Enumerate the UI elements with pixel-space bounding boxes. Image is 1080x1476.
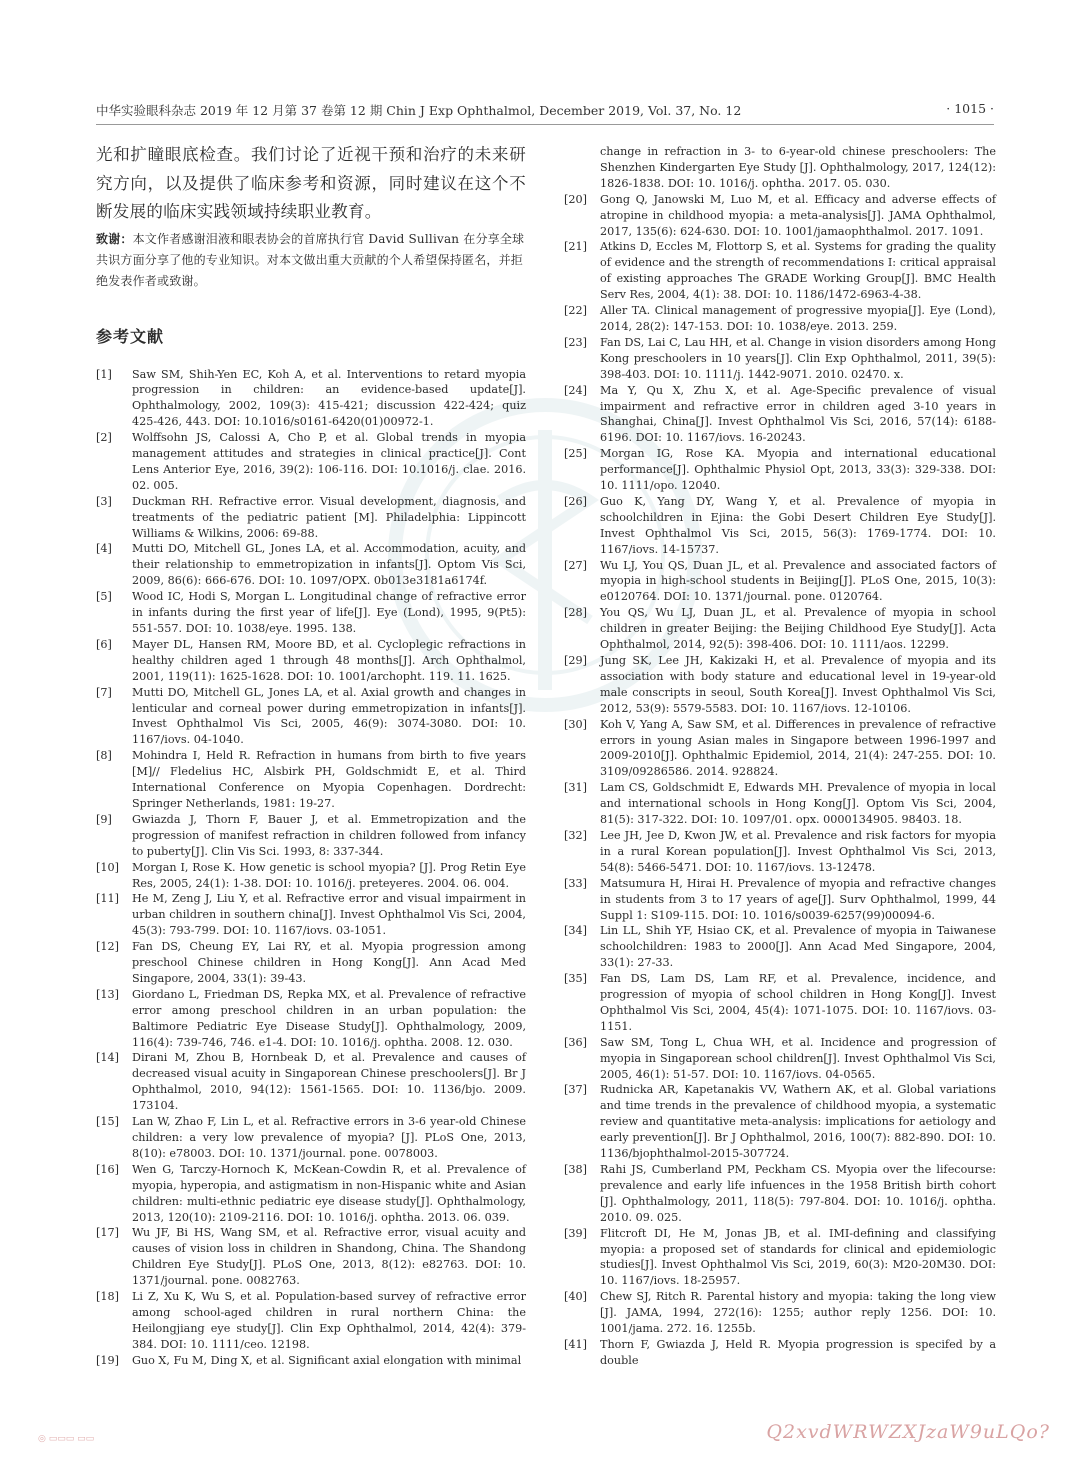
reference-item — [564, 383, 996, 447]
reference-text: Mayer DL, Hansen RM, Moore BD, et al. Cycloplegic refractions in healthy children aged 1 through 48 months[J]. Arch Ophthalmol, 2001, 119(11): 1625-1628. DOI: 10. 1001/archopht. 119. 11. 1625. — [132, 637, 526, 683]
journal-citation: 中华实验眼科杂志 2019 年 12 月第 37 卷第 12 期 Chin J Exp Ophthalmol, December 2019, Vol. 37, No. 12 — [96, 103, 742, 118]
reference-text: Wood IC, Hodi S, Morgan L. Longitudinal change of refractive error in infants during the first year of life[J]. Eye (Lond), 1995, 9(Pt5): 551-557. DOI: 10. 1038/eye. 1995. 138. — [132, 590, 526, 635]
reference-number: [16] — [96, 1162, 119, 1176]
reference-text: Wolffsohn JS, Calossi A, Cho P, et al. Global trends in myopia management attitudes and strategies in clinical practice[J]. Cont Lens Anterior Eye, 2016, 39(2): 106-116. DOI: 10.1016/j. clae. 2016. 02. 005. — [132, 431, 526, 492]
reference-item — [564, 653, 996, 717]
reference-number: [8] — [96, 749, 112, 763]
reference-item — [96, 812, 526, 860]
reference-number: [5] — [96, 590, 112, 604]
reference-item — [96, 589, 526, 637]
right-column — [564, 144, 996, 1369]
reference-text: Fan DS, Lam DS, Lam RF, et al. Prevalence, incidence, and progression of myopia of school children in Hong Kong[J]. Invest Ophthalmol Vis Sci, 2004, 45(4): 1071-1075. DOI: 10. 1167/iovs. 03-1151. — [600, 972, 996, 1033]
reference-text: Fan DS, Lai C, Lau HH, et al. Change in vision disorders among Hong Kong preschoolers in 10 years[J]. Clin Exp Ophthalmol, 2011, 39(5): 398-403. DOI: 10. 1111/j. 1442-9071. 2010. 02470. x. — [600, 335, 996, 381]
reference-item — [564, 780, 996, 828]
reference-text: Ma Y, Qu X, Zhu X, et al. Age-Specific prevalence of visual impairment and refractive error in children aged 3-10 years in Shanghai, China[J]. Invest Ophthalmol Vis Sci, 2016, 57(14): 6188-6196. DOI: 10. 1167/iovs. 16-20243. — [600, 383, 996, 445]
reference-text: Lee JH, Jee D, Kwon JW, et al. Prevalence and risk factors for myopia in a rural Korean population[J]. Invest Ophthalmol Vis Sci, 2013, 54(8): 5466-5471. DOI: 10. 1167/iovs. 13-12478. — [600, 828, 996, 874]
reference-number: [41] — [564, 1337, 587, 1351]
reference-text: He M, Zeng J, Liu Y, et al. Refractive error and visual impairment in urban children in southern china[J]. Invest Ophthalmol Vis Sci, 2004, 45(3): 793-799. DOI: 10. 1167/iovs. 03-1051. — [132, 892, 526, 938]
reference-continuation: change in refraction in 3- to 6-year-old chinese preschoolers: The Shenzhen Kindergarten Eye Study [J]. Ophthalmology, 2017, 124(12): 1826-1838. DOI: 10. 1016/j. ophtha. 2017. 05. 030. — [600, 145, 996, 190]
reference-item — [564, 494, 996, 558]
reference-number: [26] — [564, 494, 587, 508]
reference-number: [23] — [564, 335, 587, 349]
reference-item — [96, 987, 526, 1051]
reference-text: Giordano L, Friedman DS, Repka MX, et al. Prevalence of refractive error among preschool children in an urban population: the Baltimore Pediatric Eye Disease Study[J]. Ophthalmology, 2009, 116(4): 739-746, 746. e1-4. DOI: 10. 1016/j. ophtha. 2008. 12. 030. — [132, 987, 526, 1049]
reference-item — [96, 494, 526, 542]
reference-number: [17] — [96, 1226, 119, 1240]
reference-item — [564, 558, 996, 606]
reference-text: Atkins D, Eccles M, Flottorp S, et al. Systems for grading the quality of evidence and the strength of recommendations I: critical appraisal of existing approaches The GRADE Working Group[J]. BMC Health Serv Res, 2004, 4(1): 38. DOI: 10. 1186/1472-6963-4-38. — [600, 240, 996, 302]
reference-text: Mohindra I, Held R. Refraction in humans from birth to five years [M]// Fledelius HC, Alsbirk PH, Goldschmidt E, et al. Third International Conference on Myopia Copenhagen. Dordrecht: Springer Netherlands, 1981: 19-27. — [132, 749, 526, 810]
reference-text: Wu JF, Bi HS, Wang SM, et al. Refractive error, visual acuity and causes of vision loss in children in Shandong, China. The Shandong Children Eye Study[J]. PLoS One, 2013, 8(12): e82763. DOI: 10. 1371/journal. pone. 0082763. — [132, 1226, 526, 1288]
publisher-logo-icon: ◎ ▭▭▭ ▭▭ — [38, 1434, 95, 1444]
reference-text: Rahi JS, Cumberland PM, Peckham CS. Myopia over the lifecourse: prevalence and early life infuences in the 1958 British birth cohort [J]. Ophthalmology, 2011, 118(5): 797-804. DOI: 10. 1016/j. ophtha. 2010. 09. 025. — [600, 1163, 996, 1224]
reference-item — [564, 239, 996, 303]
ack-label: 致谢： — [96, 231, 133, 246]
reference-number: [15] — [96, 1115, 119, 1129]
reference-text: Aller TA. Clinical management of progressive myopia[J]. Eye (Lond), 2014, 28(2): 147-153. DOI: 10. 1038/eye. 2013. 259. — [600, 304, 996, 333]
intro-paragraph: 光和扩瞳眼底检查。我们讨论了近视干预和治疗的未来研究方向，以及提供了临床参考和资源，同时建议在这个不断发展的临床实践领域持续职业教育。 — [96, 145, 526, 221]
reference-number: [19] — [96, 1353, 119, 1367]
reference-item — [96, 1162, 526, 1226]
reference-text: Gwiazda J, Thorn F, Bauer J, et al. Emmetropization and the progression of manifest refraction in children followed from infancy to puberty[J]. Clin Vis Sci. 1993, 8: 337-344. — [132, 812, 526, 858]
reference-text: Wu LJ, You QS, Duan JL, et al. Prevalence and associated factors of myopia in high-school students in Beijing[J]. PLoS One, 2015, 10(3): e0120764. DOI: 10. 1371/journal. pone. 0120764. — [600, 558, 996, 604]
reference-text: Morgan I, Rose K. How genetic is school myopia? [J]. Prog Retin Eye Res, 2005, 24(1): 1-38. DOI: 10. 1016/j. preteyeres. 2004. 06. 004. — [132, 860, 526, 890]
reference-text: Jung SK, Lee JH, Kakizaki H, et al. Prevalence of myopia and its association with body stature and educational level in 19-year-old male conscripts in seoul, South Korea[J]. Invest Ophthalmol Vis Sci, 2012, 53(9): 5579-5583. DOI: 10. 1167/iovs. 12-10106. — [600, 654, 996, 715]
reference-text: Koh V, Yang A, Saw SM, et al. Differences in prevalence of refractive errors in young Asian males in Singapore between 1996-1997 and 2009-2010[J]. Ophthalmic Epidemiol, 2014, 21(4): 247-255. DOI: 10. 3109/09286586. 2014. 928824. — [600, 717, 996, 779]
reference-item — [96, 541, 526, 589]
reference-text: Lam CS, Goldschmidt E, Edwards MH. Prevalence of myopia in local and international schools in Hong Kong[J]. Optom Vis Sci, 2004, 81(5): 317-322. DOI: 10. 1097/01. opx. 0000134905. 98403. 18. — [600, 781, 996, 827]
reference-number: [38] — [564, 1163, 587, 1176]
reference-item — [96, 1050, 526, 1114]
reference-text: Guo K, Yang DY, Wang Y, et al. Prevalence of myopia in schoolchildren in Ejina: the Gobi Desert Children Eye Study[J]. Invest Ophthalmol Vis Sci, 2015, 56(3): 1769-1774. DOI: 10. 1167/iovs. 14-15737. — [600, 494, 996, 556]
header-rule — [96, 124, 994, 125]
reference-number: [34] — [564, 924, 587, 938]
reference-text: Wen G, Tarczy-Hornoch K, McKean-Cowdin R, et al. Prevalence of myopia, hyperopia, and astigmatism in non-Hispanic white and Asian children: multi-ethnic pediatric eye disease study[J]. Ophthalmology, 2013, 120(10): 2109-2116. DOI: 10. 1016/j. ophtha. 2013. 06. 039. — [132, 1162, 526, 1224]
reference-text: Fan DS, Cheung EY, Lai RY, et al. Myopia progression among preschool Chinese children in Hong Kong[J]. Ann Acad Med Singapore, 2004, 33(1): 39-43. — [132, 940, 526, 985]
reference-item — [564, 1082, 996, 1162]
reference-text: Gong Q, Janowski M, Luo M, et al. Efficacy and adverse effects of atropine in childhood myopia: a meta-analysis[J]. JAMA Ophthalmol, 2017, 135(6): 624-630. DOI: 10. 1001/jamaophthalmol. 2017. 1091. — [600, 192, 996, 238]
reference-item — [564, 1226, 996, 1290]
reference-item — [96, 430, 526, 494]
reference-list-right — [564, 192, 996, 1369]
reference-text: Matsumura H, Hirai H. Prevalence of myopia and refractive changes in students from 3 to 17 years of age[J]. Surv Ophthalmol, 1999, 44 Suppl 1: S109-115. DOI: 10. 1016/s0039-6257(99)00094-6. — [600, 876, 996, 922]
reference-text: Li Z, Xu K, Wu S, et al. Population-based survey of refractive error among school-aged children in rural northern China: the Heilongjiang eye study[J]. Clin Exp Ophthalmol, 2014, 42(4): 379-384. DOI: 10. 1111/ceo. 12198. — [132, 1290, 526, 1351]
reference-item — [564, 605, 996, 653]
reference-item — [564, 335, 996, 383]
reference-item — [96, 1289, 526, 1353]
reference-number: [39] — [564, 1226, 587, 1240]
page-number: · 1015 · — [946, 101, 994, 116]
reference-item — [564, 876, 996, 924]
reference-item — [564, 1162, 996, 1226]
reference-number: [29] — [564, 654, 587, 667]
reference-text: Saw SM, Tong L, Chua WH, et al. Incidence and progression of myopia in Singaporean school children[J]. Invest Ophthalmol Vis Sci, 2005, 46(1): 51-57. DOI: 10. 1167/iovs. 04-0565. — [600, 1035, 996, 1081]
reference-number: [2] — [96, 431, 112, 445]
reference-item — [564, 446, 996, 494]
reference-item — [564, 303, 996, 335]
acknowledgement — [96, 229, 526, 292]
reference-number: [32] — [564, 828, 587, 842]
reference-number: [11] — [96, 892, 119, 906]
reference-number: [18] — [96, 1290, 119, 1304]
reference-item — [564, 923, 996, 971]
reference-number: [31] — [564, 781, 587, 795]
references-heading: 参考文献 — [96, 326, 165, 346]
reference-item — [96, 860, 526, 892]
reference-number: [36] — [564, 1035, 587, 1049]
reference-number: [9] — [96, 812, 112, 826]
reference-text: Saw SM, Shih-Yen EC, Koh A, et al. Interventions to retard myopia progression in children: an evidence-based update[J]. Ophthalmology, 2002, 109(3): 415-421; discussion 422-424; quiz 425-426, 443. DOI: 10.1016/s0161-6420(01)00972-1. — [132, 367, 526, 429]
reference-number: [7] — [96, 685, 112, 699]
reference-number: [40] — [564, 1290, 587, 1304]
reference-number: [22] — [564, 304, 587, 318]
reference-number: [3] — [96, 494, 112, 508]
reference-number: [13] — [96, 987, 119, 1001]
reference-text: Mutti DO, Mitchell GL, Jones LA, et al. Axial growth and changes in lenticular and corneal power during emmetropization in infants[J]. Invest Ophthalmol Vis Sci, 2005, 46(9): 3074-3080. DOI: 10. 1167/iovs. 04-1040. — [132, 685, 526, 747]
reference-number: [37] — [564, 1083, 587, 1097]
reference-text: Flitcroft DI, He M, Jonas JB, et al. IMI-defining and classifying myopia: a proposed set of standards for clinical and epidemiologic studies[J]. Invest Ophthalmol Vis Sci, 2019, 60(3): M20-20M30. DOI: 10. 1167/iovs. 18-25957. — [600, 1226, 996, 1288]
reference-text: Guo X, Fu M, Ding X, et al. Significant axial elongation with minimal — [132, 1353, 522, 1367]
reference-item — [564, 1289, 996, 1337]
reference-item — [564, 1337, 996, 1369]
reference-item — [96, 891, 526, 939]
reference-item — [96, 1114, 526, 1162]
reference-number: [35] — [564, 972, 587, 986]
reference-list-left — [96, 367, 526, 1369]
reference-text: Chew SJ, Ritch R. Parental history and myopia: taking the long view [J]. JAMA, 1994, 272(16): 1255; author reply 1256. DOI: 10. 1001/jama. 272. 16. 1255b. — [600, 1290, 996, 1336]
reference-text: Thorn F, Gwiazda J, Held R. Myopia progression is specifed by a double — [600, 1337, 996, 1367]
left-column — [96, 141, 526, 1369]
reference-text: Mutti DO, Mitchell GL, Jones LA, et al. Accommodation, acuity, and their relationship to emmetropization in infants[J]. Optom Vis Sci, 2009, 86(6): 666-676. DOI: 10. 1097/OPX. 0b013e3181a6174f. — [132, 542, 526, 588]
reference-number: [24] — [564, 383, 587, 397]
reference-number: [27] — [564, 558, 587, 572]
reference-item — [96, 1225, 526, 1289]
reference-text: Lan W, Zhao F, Lin L, et al. Refractive errors in 3-6 year-old Chinese children: a very low prevalence of myopia? [J]. PLoS One, 2013, 8(10): e78003. DOI: 10. 1371/journal. pone. 0078003. — [132, 1115, 526, 1160]
reference-number: [20] — [564, 192, 587, 206]
reference-item — [96, 637, 526, 685]
running-header — [96, 101, 994, 123]
reference-text: Dirani M, Zhou B, Hornbeak D, et al. Prevalence and causes of decreased visual acuity in Singaporean Chinese preschoolers[J]. Br J Ophthalmol, 2010, 94(12): 1561-1565. DOI: 10. 1136/bjo. 2009. 173104. — [132, 1051, 526, 1113]
reference-number: [33] — [564, 876, 587, 890]
reference-item — [564, 192, 996, 240]
reference-number: [14] — [96, 1051, 119, 1065]
reference-number: [6] — [96, 637, 112, 651]
reference-number: [12] — [96, 940, 119, 954]
reference-text: Duckman RH. Refractive error. Visual development, diagnosis, and treatments of the pediatric patient [M]. Philadelphia: Lippincott Williams & Wilkins, 2006: 69-88. — [132, 494, 526, 540]
footer-watermark-code: Q2xvdWRWZXJzaW9uLQo? — [766, 1421, 1050, 1443]
reference-item — [96, 748, 526, 812]
reference-text: Rudnicka AR, Kapetanakis VV, Wathern AK, et al. Global variations and time trends in the prevalence of childhood myopia, a systematic review and quantitative meta-analysis: implications for aetiology and early prevention[J]. Br J Ophthalmol, 2016, 100(7): 882-890. DOI: 10. 1136/bjophthalmol-2015-307724. — [600, 1083, 996, 1161]
reference-item — [564, 828, 996, 876]
reference-number: [30] — [564, 717, 587, 731]
reference-text: Lin LL, Shih YF, Hsiao CK, et al. Prevalence of myopia in Taiwanese schoolchildren: 1983 to 2000[J]. Ann Acad Med Singapore, 2004, 33(1): 27-33. — [600, 924, 996, 970]
reference-number: [28] — [564, 606, 587, 620]
reference-number: [25] — [564, 447, 587, 461]
reference-number: [4] — [96, 542, 112, 556]
reference-item — [564, 971, 996, 1035]
reference-item — [564, 717, 996, 781]
reference-number: [10] — [96, 860, 119, 874]
reference-item — [96, 939, 526, 987]
reference-number: [21] — [564, 240, 587, 254]
reference-item — [96, 367, 526, 431]
reference-item — [564, 1035, 996, 1083]
reference-text: Morgan IG, Rose KA. Myopia and international educational performance[J]. Ophthalmic Physiol Opt, 2013, 33(3): 329-338. DOI: 10. 1111/opo. 12040. — [600, 447, 996, 493]
reference-item — [96, 685, 526, 749]
reference-text: You QS, Wu LJ, Duan JL, et al. Prevalence of myopia in school children in greater Beijing: the Beijing Childhood Eye Study[J]. Acta Ophthalmol, 2014, 92(5): 398-406. DOI: 10. 1111/aos. 12299. — [600, 606, 996, 652]
reference-item — [96, 1353, 526, 1369]
ack-text: 本文作者感谢泪液和眼表协会的首席执行官 David Sullivan 在分享全球共识方面分享了他的专业知识。对本文做出重大贡献的个人希望保持匿名，并拒绝发表作者或致谢。 — [96, 231, 525, 288]
reference-number: [1] — [96, 367, 112, 381]
